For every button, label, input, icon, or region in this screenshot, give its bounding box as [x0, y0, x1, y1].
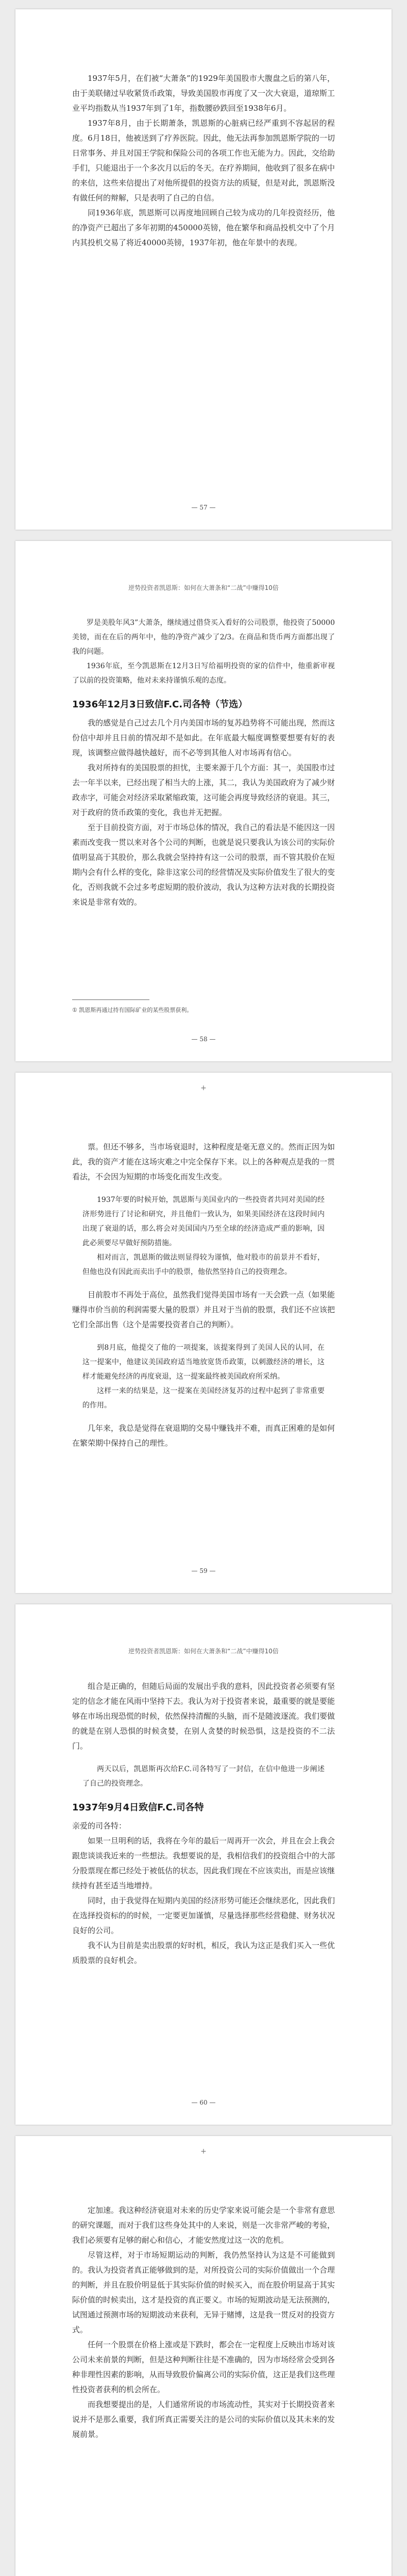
paragraph: 1937年8月，由于长期萧条，凯恩斯的心脏病已经严重到不容起居的程度。6月18日，他被送到了疗养医院。因此，他无法再参加凯恩斯学院的一切日常事务、并且对国王学院和保险公司的各项工作也无能为力。因此，交给助手们，只能退出于一个多次月以后的冬天。在疗养期间，他收到了很多在病中的来信，这些来信提出了对他所提倡的投资方法的质疑，但是对此，凯恩斯没有做任何的辩解，只是表明了自己的自信。: [72, 118, 335, 202]
section-heading: 1937年9月4日致信F.C.司各特: [72, 1802, 204, 1813]
paragraph: 同时，由于我觉得在短期内美国的经济形势可能还会继续恶化，因此我们在选择投资标的的时候，一定要更加谨慎，尽量选择那些经营稳健、财务状况良好的公司。: [72, 1896, 335, 1935]
paragraph: 我的感觉是自己过去几个月内美国市场的复苏趋势将不可能出现，然而这份信中却并且日前的情况却不是如此。在年底最大幅度调整要想要有好的表现，该调整应做得越快越好，而不必等到其他人对市场再有信心。: [72, 718, 335, 757]
paragraph: 如果一旦明利的话，我将在今年的最后一周再开一次会，并且在会上我会跟您谈谈我近来的一些想法。我想要说的是，我相信我们的投资组合中的大部分股票现在都已经处于被低估的状态，因此我们现在不应该卖出，而是应该继续持有甚至适当地增持。: [72, 1836, 335, 1890]
paragraph: 这样一来的结果是，这一提案在美国经济复苏的过程中起到了非常重要的作用。: [82, 1387, 325, 1410]
paragraph: 到8月底，他提交了他的一项提案，该提案得到了美国人民的认同，在这一提案中，他建议美国政府适当地放宽货币政策，以刺激经济的增长，这样才能避免经济的再度衰退，这一提案最终被美国政府所采纳。: [82, 1344, 325, 1381]
paragraph: 同1936年底，凯恩斯可以再度地回顾自己较为成功的几年投资经历，他的净资产已超出了多年初期的450000英镑，他在繁华和商品投机交中了个月内其投机交易了将近40000英镑，1937年初，他在年景中的表现。: [72, 208, 335, 247]
plus-mark: +: [200, 2147, 207, 2156]
document-page: [15, 541, 392, 1061]
paragraph: 票。但还不够多，当市场衰退时，这种程度是毫无意义的。然而正因为如此，我的资产才能在这场灾难之中完全保存下来。以上的各种观点是我的一贯看法，不会因为短期的市场变化而发生改变。: [72, 1142, 335, 1181]
document-page: [15, 1604, 392, 2125]
paragraph: 目前股市不再处于高位，虽然我们觉得美国市场有一天会跌一点（如果能赚得市价当前的利润需要大量的股票）并且对于当前的股票，我们还不应该把它们全部出售（这个是需要投资者自己的判断）。: [72, 1290, 335, 1329]
page-number: — 57 —: [191, 504, 216, 511]
page-number: — 60 —: [191, 2099, 216, 2106]
page-number: — 58 —: [191, 1036, 216, 1043]
page-body: [72, 2203, 335, 2442]
paragraph: 几年来，我总是觉得在衰退期的交易中赚钱并不难，而真正困难的是如何在繁荣期中保持自己的理性。: [72, 1423, 335, 1448]
paragraph: 相对而言，凯恩斯的做法则显得较为谨慎，他对股市的前景并不看好，但他也没有因此而卖出手中的股票，他依然坚持自己的投资理念。: [82, 1253, 325, 1276]
paragraph: 1937年5月，在们被“大萧条”的1929年美国股市大腹盘之后的第八年，由于美联储过早收紧货币政策，导致美国股市再度了又一次大衰退，道琼斯工业平均指数从当1937年到了1年，指数腰砂跌回至1938年6月。: [72, 74, 335, 113]
document-page: [15, 2136, 392, 2576]
paragraph: 定加速。我这种经济衰退对未来的历史学家来说可能会是一个非常有意思的研究课题，而对于我们这些身处其中的人来说，则是一次非常严峻的考验，我们必须要有足够的耐心和信心，才能安然度过这一次的危机。: [72, 2206, 335, 2245]
quote-block: [72, 1341, 335, 1413]
intro-block: [72, 616, 335, 688]
section-body: [72, 716, 335, 910]
footnote-rule: [72, 999, 149, 1000]
footnote: ① 凯恩斯再通过持有国际矿业的某些股票获利。: [72, 1007, 193, 1013]
paragraph: 我对所持有的美国股票的担忧，主要来源于几个方面：其一，美国股市过去一年半以来，已经出现了相当大的上涨，其二，我认为美国政府为了减少财政赤字，可能会对经济采取紧缩政策，这可能会再度导致经济的衰退。其三，对于政府的货币政策的变化，我也并无把握。: [72, 763, 335, 817]
paragraph: 两天以后，凯恩斯再次给F.C.司各特写了一封信，在信中他进一步阐述了自己的投资理念。: [82, 1765, 325, 1788]
document-page: [15, 9, 392, 530]
paragraph: 罗是美股年风3”大萧条，继续通过借贷买入看好的公司股票，他投资了50000美镑，而在在后的两年中，他的净资产减少了2/3。在商品和货币两方面都出现了我的问题。: [72, 619, 335, 656]
page-body: [72, 616, 335, 910]
document-page: [15, 1073, 392, 1593]
quote-block: [72, 1762, 335, 1791]
paragraph: 尽管这样，对于市场短期运动的判断，我仍然坚持认为这是不可能做到的。我认为投资者真正能够做到的是，对所投资公司的实际价值做出一个合理的判断，并且在股价明显低于其实际价值的时候买入，而在股价明显高于其实际价值的时候卖出，这才是投资的真正要义。市场的短期波动是无法预测的，试图通过预测市场的短期波动来获利，无异于赌博，这是我一贯反对的投资方式。: [72, 2250, 335, 2334]
salutation: 亲爱的司各特：: [72, 1821, 127, 1831]
running-head: 逆势投资者凯恩斯：如何在大萧条和“二战”中赚得10倍: [128, 1648, 279, 1655]
paragraph: 至于目前投资方面，对于市场总体的情况，我自己的看法是不能因这一因素而改变我一贯以来对各个公司的判断，也就是说只要我认为该公司的实际价值明显高于其股价，那么我就会坚持持有这一公司的股票，而不管其股价在短期内会有什么样的变化，除非这家公司的经营情况及实际价值发生了很大的变化，否则我就不会过多考虑短期的股价波动，我认为这种方法对我的长期投资来说是非常有效的。: [72, 823, 335, 907]
paragraph: 而我想要提出的是，人们通常所说的市场流动性，其实对于长期投资者来说并不是那么重要，我们所真正需要关注的是公司的实际价值以及其未来的发展前景。: [72, 2400, 335, 2439]
page-body: [72, 1679, 335, 1968]
page-number: — 59 —: [191, 1567, 216, 1574]
page-body: [72, 1140, 335, 1451]
paragraph: 我不认为目前是卖出股票的好时机，相反，我认为这正是我们买入一些优质股票的良好机会。: [72, 1941, 335, 1965]
plus-mark: +: [200, 1084, 207, 1092]
paragraph: 1937年要的时候开始，凯恩斯与美国业内的一些投资者共同对美国的经济形势进行了讨论和研究，并且他们一致认为，如果美国经济在这段时间内出现了衰退的话，那么将会对美国国内乃至全球的经济造成严重的影响，因此必须要尽早做好预防措施。: [82, 1196, 325, 1247]
section-heading: 1936年12月3日致信F.C.司各特（节选）: [72, 699, 248, 710]
running-head: 逆势投资者凯恩斯：如何在大萧条和“二战”中赚得10倍: [128, 584, 279, 591]
paragraph: 组合是正确的，但随后局面的发展出乎我的意料，因此投资者必须要有坚定的信念才能在风雨中坚持下去。我认为对于投资者来说，最重要的就是要能够在市场出现恐慌的时候，依然保持清醒的头脑，而不是随波逐流。我们要做的就是在别人恐惧的时候贪婪，在别人贪婪的时候恐惧，这是投资的不二法门。: [72, 1682, 335, 1751]
page-body: [72, 71, 335, 250]
paragraph: 1936年底，至今凯恩斯在12月3日写给福明投资的家的信件中，他重新审视了以前的投资策略，他对未来持谨慎乐观的态度。: [72, 662, 335, 685]
section-body: [72, 1834, 335, 1968]
quote-block: [72, 1193, 335, 1279]
paragraph: 任何一个股票在价格上涨或是下跌时，都会在一定程度上反映出市场对该公司未来前景的判断，但是这种判断往往是不准确的，因为市场经常会受到各种非理性因素的影响，从而导致股价偏离公司的实际价值，这正是我们这些理性投资者获利的机会所在。: [72, 2340, 335, 2394]
